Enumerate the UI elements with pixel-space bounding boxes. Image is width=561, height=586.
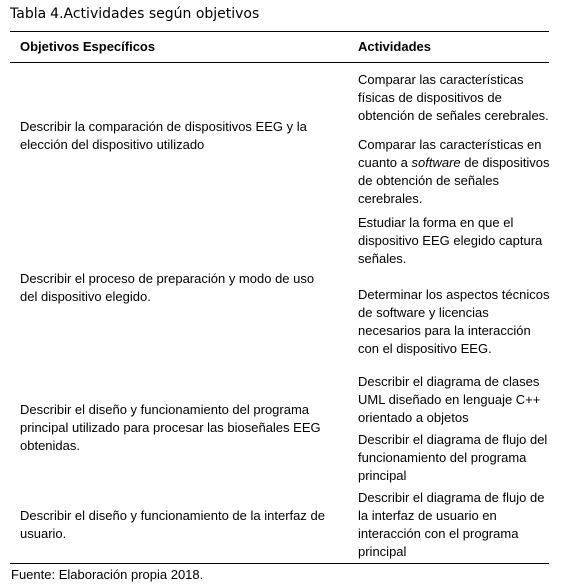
table-source: Fuente: Elaboración propia 2018. <box>11 567 204 582</box>
table-top-rule <box>10 31 549 32</box>
objective-cell: Describir el diseño y funcionamiento de la interfaz de usuario. <box>20 508 325 541</box>
header-bottom-rule <box>10 62 549 63</box>
activity-cell: Describir el diagrama de clases UML diseñado en lenguaje C++ orientado a objetos <box>358 374 541 425</box>
table-bottom-rule <box>10 563 549 564</box>
activity-cell: Determinar los aspectos técnicos de software y licencias necesarios para la interacción con el dispositivo EEG. <box>358 287 550 356</box>
activity-text: Comparar las características en cuanto a <box>358 137 542 170</box>
activity-cell: Describir el diagrama de flujo del funcionamiento del programa principal <box>358 432 548 483</box>
activity-cell: Comparar las características físicas de dispositivos de obtención de señales cerebrales. <box>358 72 549 123</box>
activity-cell: Estudiar la forma en que el dispositivo EEG elegido captura señales. <box>358 215 543 266</box>
objective-cell: Describir el proceso de preparación y modo de uso del dispositivo elegido. <box>20 271 315 304</box>
header-objectives: Objetivos Específicos <box>20 39 156 54</box>
activity-emphasis: software <box>411 155 461 170</box>
objective-cell: Describir el diseño y funcionamiento del programa principal utilizado para procesar las bioseñales EEG obtenidas. <box>20 402 321 453</box>
table-caption <box>10 5 259 23</box>
caption-number: 4. <box>50 6 64 22</box>
objective-cell: Describir la comparación de dispositivos EEG y la elección del dispositivo utilizado <box>20 119 307 152</box>
header-activities: Actividades <box>358 39 431 54</box>
activity-text: de dispositivos de obtención de señales cerebrales. <box>358 155 550 206</box>
activity-cell: Describir el diagrama de flujo de la interfaz de usuario en interacción con el programa principal <box>358 490 545 559</box>
caption-label: Tabla <box>10 6 47 22</box>
caption-text: Actividades según objetivos <box>63 6 260 22</box>
activity-cell <box>358 136 550 208</box>
